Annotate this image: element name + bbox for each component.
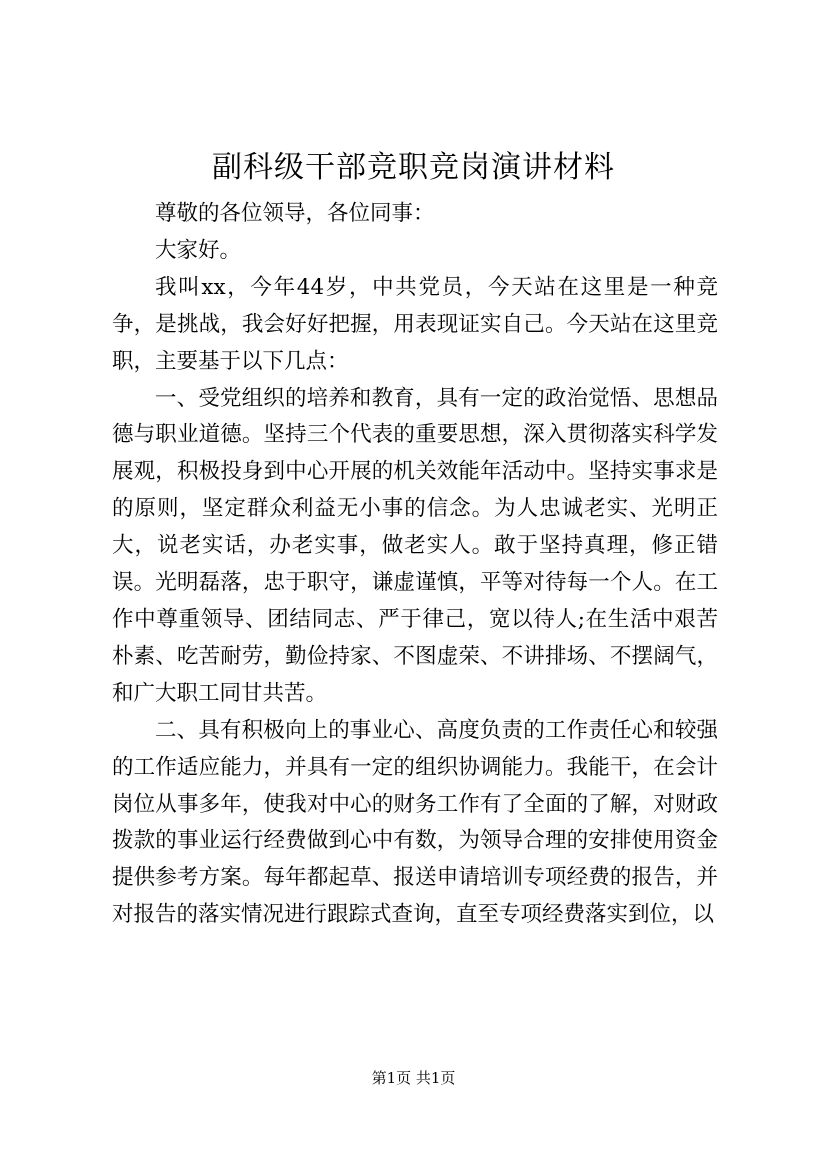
page-footer: 第1页 共1页 bbox=[371, 1069, 456, 1087]
salutation: 尊敬的各位领导，各位同事： bbox=[155, 201, 435, 226]
paragraph-point-two: 二、具有积极向上的事业心、高度负责的工作责任心和较强的工作适应能力，并具有一定的组织协调能力。我能干，在会计岗位从事多年，使我对中心的财务工作有了全面的了解，对财政拨款的事业运行经费做到心中有数，为领导合理的安排使用资金提供参考方案。每年都起草、报送申请培训专项经费的报告，并对报告的落实情况进行跟踪式查询，直至专项经费落实到位，以 bbox=[112, 717, 718, 928]
paragraph-intro: 我叫xx，今年44岁，中共党员，今天站在这里是一种竞争，是挑战，我会好好把握，用表现证实自己。今天站在这里竞职，主要基于以下几点： bbox=[112, 274, 718, 374]
greeting: 大家好。 bbox=[155, 237, 242, 263]
paragraph-point-one: 一、受党组织的培养和教育，具有一定的政治觉悟、思想品德与职业道德。坚持三个代表的重要思想，深入贯彻落实科学发展观，积极投身到中心开展的机关效能年活动中。坚持实事求是的原则，坚定群众利益无小事的信念。为人忠诚老实、光明正大，说老实话，办老实事，做老实人。敢于坚持真理，修正错误。光明磊落，忠于职守，谦虚谨慎，平等对待每一个人。在工作中尊重领导、团结同志、严于律己，宽以待人;在生活中艰苦朴素、吃苦耐劳，勤俭持家、不图虚荣、不讲排场、不摆阔气，和广大职工同甘共苦。 bbox=[112, 385, 718, 706]
document-body bbox=[112, 196, 718, 934]
document-title: 副科级干部竞职竞岗演讲材料 bbox=[212, 150, 615, 185]
